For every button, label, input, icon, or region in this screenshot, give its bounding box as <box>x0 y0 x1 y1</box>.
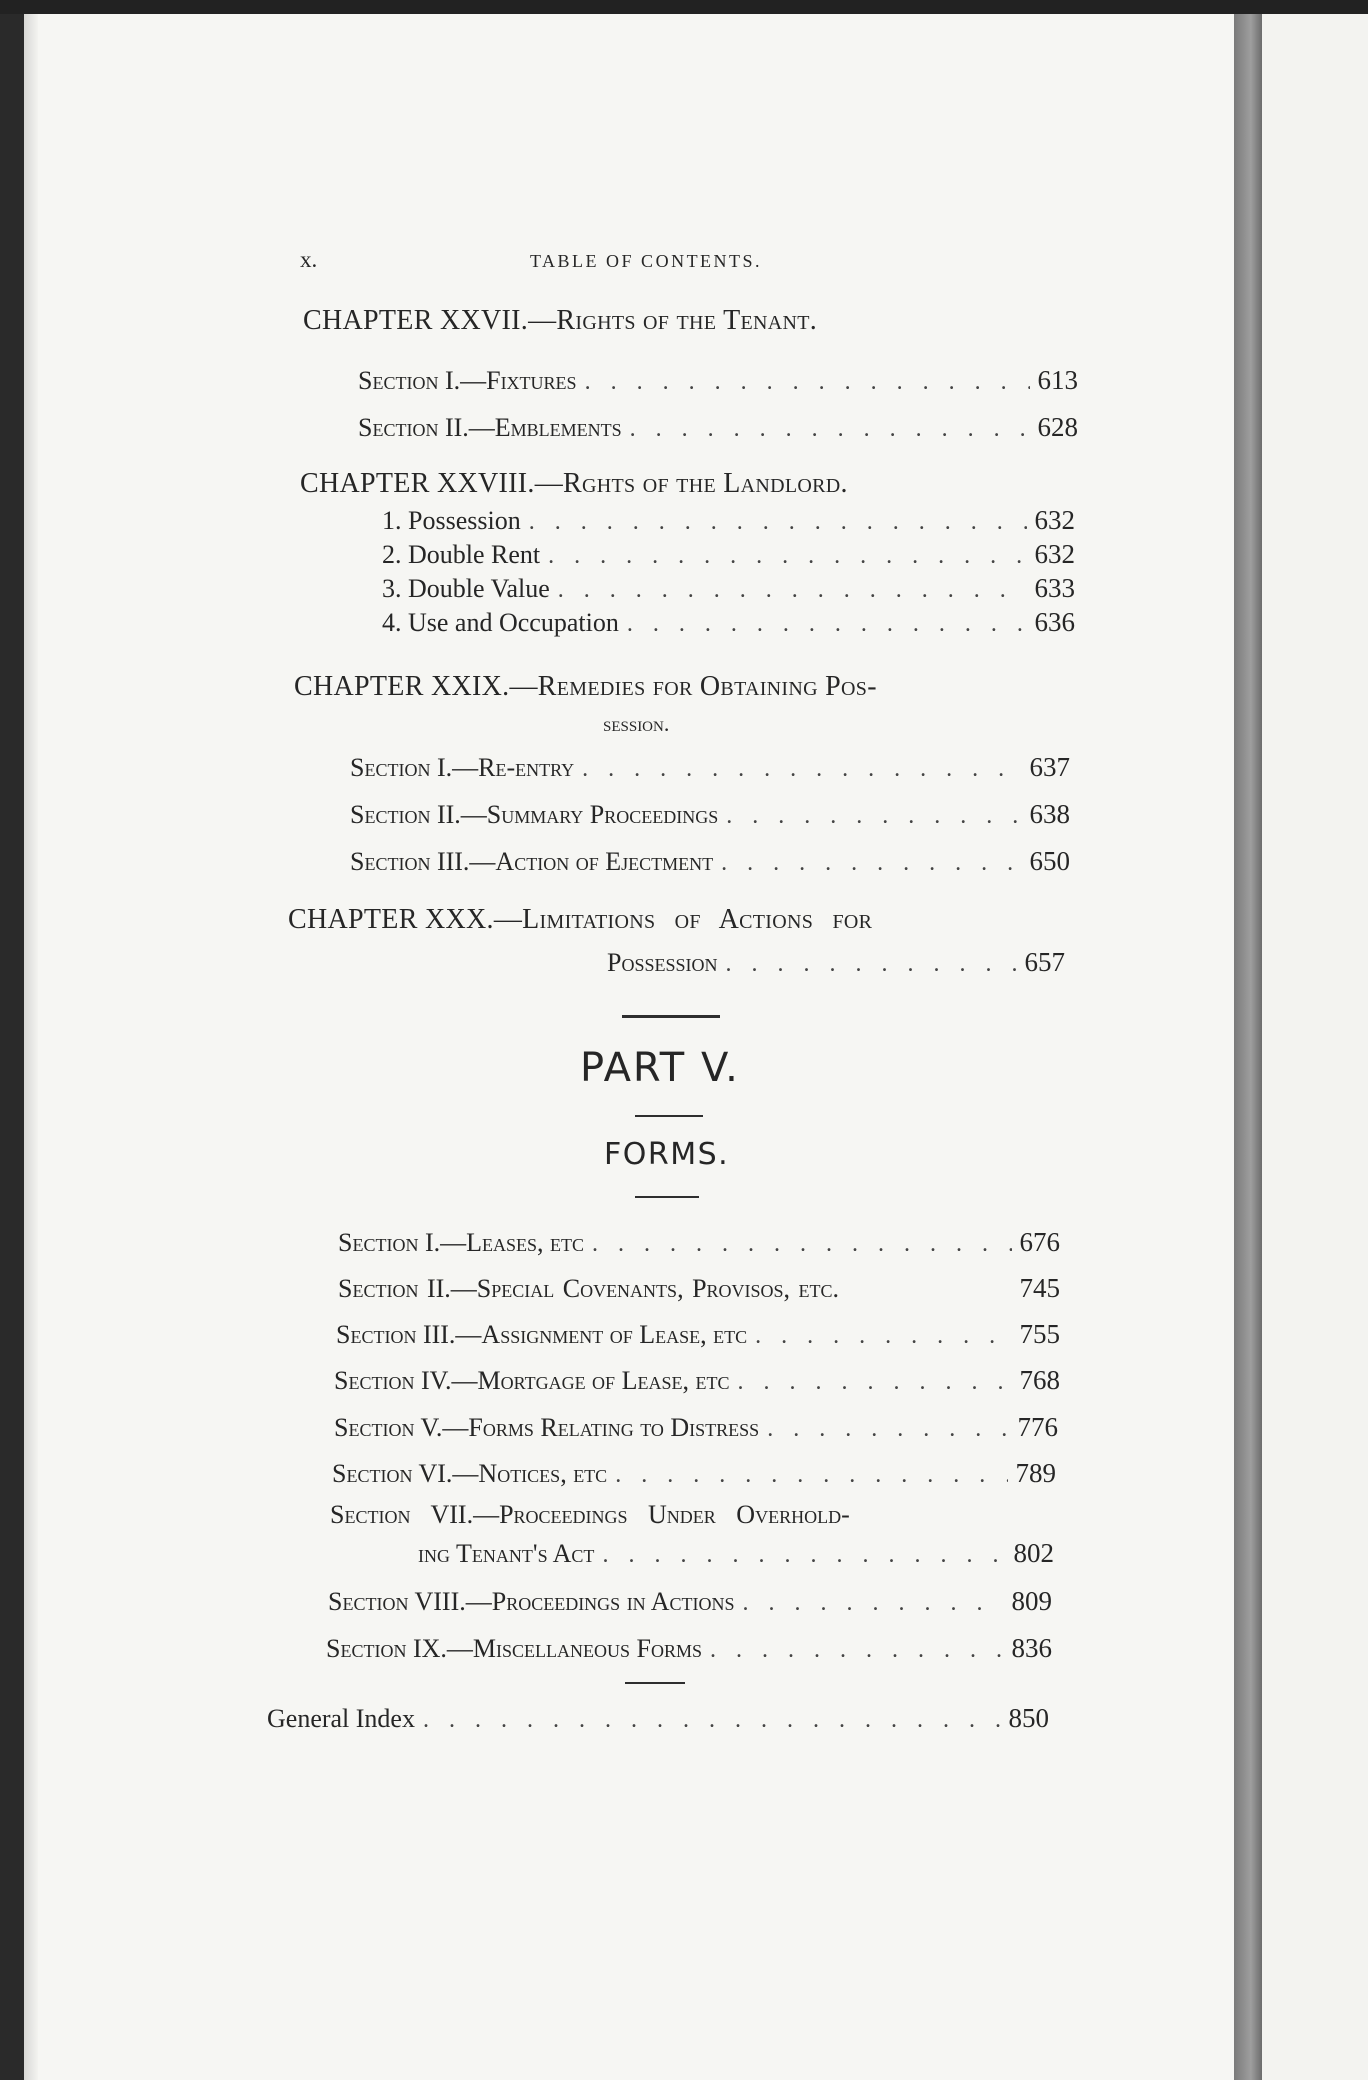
divider-rule <box>635 1196 699 1198</box>
toc-entry[interactable]: 4. Use and Occupation . . . 636 <box>382 607 1075 638</box>
page-number: 637 <box>1029 752 1070 782</box>
dot-leader <box>726 951 1017 978</box>
divider-rule <box>625 1682 685 1684</box>
chapter-27-heading: CHAPTER XXVII.— Rights of the Tenant. <box>303 305 818 336</box>
toc-entry[interactable]: ing Tenant's Act . . . 802 <box>418 1538 1054 1569</box>
page-number: 628 <box>1037 412 1078 442</box>
chapter-29-heading-continuation: session. <box>603 711 670 736</box>
page-number: 850 <box>1008 1703 1049 1733</box>
dot-leader <box>737 1369 1011 1396</box>
part-subtitle: FORMS. <box>604 1137 730 1172</box>
facing-page-edge <box>1262 14 1368 2080</box>
divider-rule <box>622 1015 720 1018</box>
page-number: 836 <box>1011 1633 1052 1663</box>
toc-entry[interactable]: Section I.—Re-entry . . . 637 <box>350 752 1070 783</box>
page-number: 745 <box>1019 1273 1060 1303</box>
toc-entry[interactable]: 3. Double Value . . . 633 <box>382 573 1075 604</box>
dot-leader <box>627 611 1027 638</box>
page-number: 636 <box>1034 607 1075 637</box>
toc-entry[interactable]: Section III.—Action of Ejectment . . . 650 <box>350 846 1070 877</box>
scan-top-border <box>0 0 1368 14</box>
dot-leader <box>529 509 1027 536</box>
chapter-28-heading: CHAPTER XXVIII.— Rghts of the Landlord. <box>300 468 848 499</box>
page-number: 802 <box>1013 1538 1054 1568</box>
page-number: 809 <box>1011 1586 1052 1616</box>
page-number: 632 <box>1034 505 1075 535</box>
dot-leader <box>558 577 1027 604</box>
toc-entry[interactable]: 2. Double Rent . . . 632 <box>382 539 1075 570</box>
dot-leader <box>602 1542 1005 1569</box>
page-number: 776 <box>1017 1412 1058 1442</box>
dot-leader <box>755 1323 1011 1350</box>
page-number: 613 <box>1037 365 1078 395</box>
dot-leader <box>423 1707 1001 1734</box>
dot-leader <box>710 1637 1004 1664</box>
dot-leader <box>767 1416 1009 1443</box>
dot-leader <box>721 850 1021 877</box>
toc-entry[interactable]: Section II.—Summary Proceedings . . . 638 <box>350 799 1070 830</box>
dot-leader <box>726 803 1021 830</box>
dot-leader <box>615 1462 1007 1489</box>
toc-entry[interactable]: Section IV.—Mortgage of Lease, etc . . . 768 <box>334 1365 1060 1396</box>
page-number: 633 <box>1034 573 1075 603</box>
toc-entry[interactable]: Possession . . . 657 <box>607 947 1065 978</box>
page-edge-shadow <box>24 14 38 2080</box>
page-number: 638 <box>1029 799 1070 829</box>
part-title: PART V. <box>580 1045 740 1091</box>
toc-entry[interactable]: Section I.—Leases, etc . . . 676 <box>338 1227 1060 1258</box>
running-title: TABLE OF CONTENTS. <box>530 251 763 271</box>
page-number: 789 <box>1015 1458 1056 1488</box>
page-number: 632 <box>1034 539 1075 569</box>
toc-entry-general-index[interactable]: General Index . . . 850 <box>267 1703 1049 1734</box>
page-number: 657 <box>1024 947 1065 977</box>
page-number: 755 <box>1019 1319 1060 1349</box>
book-gutter <box>1234 14 1262 2080</box>
dot-leader <box>743 1590 1004 1617</box>
dot-leader <box>592 1231 1012 1258</box>
dot-leader <box>630 416 1030 443</box>
dot-leader <box>548 543 1026 570</box>
toc-entry[interactable]: Section I.—Fixtures . . . 613 <box>358 365 1078 396</box>
page-folio: x. <box>300 247 318 272</box>
page-number: 650 <box>1029 846 1070 876</box>
toc-entry[interactable]: Section III.—Assignment of Lease, etc . . . 755 <box>336 1319 1060 1350</box>
dot-leader <box>585 369 1030 396</box>
chapter-29-heading: CHAPTER XXIX.— Remedies for Obtaining Pos- <box>294 671 877 702</box>
toc-entry[interactable]: Section II.—Emblements . . . 628 <box>358 412 1078 443</box>
divider-rule <box>635 1115 703 1117</box>
toc-entry[interactable]: Section II.—Special Covenants, Provisos, etc. 745 <box>338 1273 1060 1303</box>
toc-entry[interactable]: Section VIII.—Proceedings in Actions . . . 809 <box>328 1586 1052 1617</box>
chapter-30-heading: CHAPTER XXX.— Limitations of Actions for <box>288 904 873 935</box>
toc-entry[interactable]: Section IX.—Miscellaneous Forms . . . 836 <box>326 1633 1052 1664</box>
toc-entry[interactable]: Section V.—Forms Relating to Distress . . . 776 <box>334 1412 1058 1443</box>
page-number: 676 <box>1019 1227 1060 1257</box>
toc-entry-line1[interactable]: Section VII.—Proceedings Under Overhold- <box>330 1500 850 1529</box>
page-number: 768 <box>1019 1365 1060 1395</box>
page-header <box>300 247 1080 277</box>
dot-leader <box>582 756 1021 783</box>
toc-entry[interactable]: Section VI.—Notices, etc . . . 789 <box>332 1458 1056 1489</box>
toc-entry[interactable]: 1. Possession . . . 632 <box>382 505 1075 536</box>
